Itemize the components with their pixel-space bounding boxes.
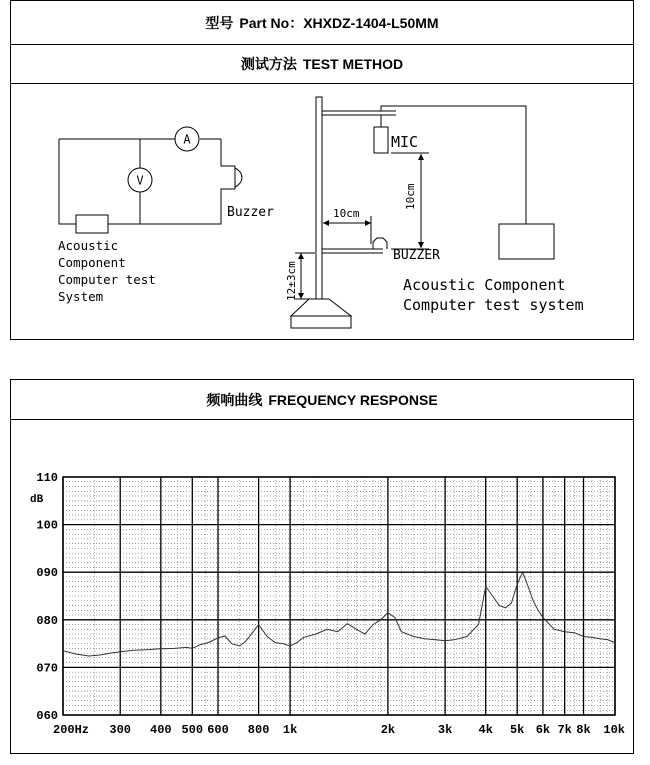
buzzer-label-right: BUZZER [393, 248, 440, 263]
mic-cable [381, 106, 526, 224]
voltmeter-label: V [136, 173, 144, 188]
x-tick-label: 7k [557, 723, 572, 737]
system-label-line-2: Component [58, 255, 126, 270]
circuit-diagram [59, 127, 242, 233]
x-tick-label: 800 [247, 723, 270, 737]
stand-base-top [291, 299, 351, 316]
part-number: XHXDZ-1404-L50MM [303, 14, 439, 31]
test-method-title-row [11, 45, 633, 84]
test-system-box-icon [76, 215, 108, 233]
x-tick-label: 300 [109, 723, 132, 737]
test-method-title-en: TEST METHOD [302, 56, 404, 72]
x-tick-label: 2k [380, 723, 396, 737]
right-system-label-line-1: Acoustic Component [403, 276, 566, 294]
distance-horizontal-label: 10cm [333, 207, 360, 220]
frequency-response-title-en: FREQUENCY RESPONSE [268, 391, 438, 408]
frequency-response-panel [10, 379, 634, 754]
y-tick-label: 100 [36, 518, 58, 533]
system-label-line-1: Acoustic [58, 238, 119, 253]
test-system-box-right-icon [499, 224, 554, 259]
arrow-up [418, 154, 424, 160]
circuit-wire-buzzer-top [221, 139, 235, 166]
frequency-response-chart [11, 420, 633, 753]
stand-pole [316, 97, 322, 299]
x-tick-label: 4k [478, 723, 493, 737]
frequency-response-title-zh: 频响曲线 [206, 392, 263, 409]
test-method-panel [10, 0, 634, 340]
mic-label: MIC [391, 133, 419, 151]
y-tick-label: 060 [36, 709, 58, 723]
x-tick-label: 400 [150, 723, 172, 737]
part-label-zh: 型号 [205, 15, 234, 32]
frequency-response-title-row [11, 380, 633, 420]
test-method-title-zh: 测试方法 [240, 57, 297, 73]
x-tick-label: 1k [282, 723, 298, 737]
chart-grid [63, 477, 615, 715]
buzzer-right-icon [373, 238, 387, 249]
y-tick-label: 110 [36, 471, 58, 485]
system-label-line-4: System [58, 289, 104, 304]
x-tick-label: 600 [207, 723, 229, 737]
test-method-diagram [11, 84, 633, 339]
arrow-right [365, 220, 371, 226]
ammeter-label: A [183, 132, 191, 147]
height-label: 12±3cm [285, 261, 298, 301]
buzzer-label-left: Buzzer [227, 205, 274, 220]
arrow-height-down [298, 293, 304, 299]
buzzer-icon [235, 166, 242, 189]
circuit-wire-left [59, 139, 76, 224]
system-label-line-3: Computer test [58, 272, 156, 287]
arrow-height-up [298, 253, 304, 259]
chart-axes [36, 471, 625, 737]
part-number-row [11, 1, 633, 45]
y-tick-label: 070 [36, 661, 58, 676]
circuit-wire-bottom [108, 189, 235, 224]
x-tick-label: 6k [535, 723, 551, 737]
mic-icon [374, 127, 388, 153]
x-tick-label: 200Hz [53, 723, 90, 737]
x-tick-label: 8k [576, 723, 591, 737]
x-tick-label: 500 [181, 723, 204, 737]
stand-base [291, 316, 351, 328]
y-axis-label: dB [30, 494, 44, 506]
x-tick-label: 3k [437, 723, 453, 737]
x-tick-label: 10k [603, 723, 625, 737]
right-system-label-line-2: Computer test system [403, 296, 584, 314]
distance-vertical-label: 10cm [404, 183, 417, 210]
arrow-left [323, 220, 329, 226]
y-tick-label: 090 [36, 566, 58, 581]
part-label-en: Part No： [239, 14, 304, 31]
x-tick-label: 5k [509, 723, 525, 737]
y-tick-label: 080 [36, 613, 58, 628]
